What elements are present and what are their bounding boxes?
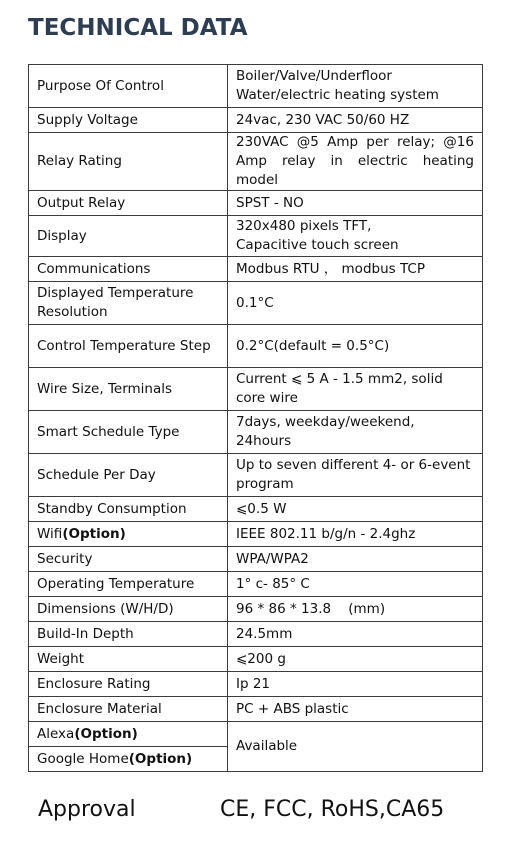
spec-key: Display — [29, 216, 228, 257]
spec-value: 7days, weekday/weekend, 24hours — [228, 411, 483, 454]
spec-value: 24vac, 230 VAC 50/60 HZ — [228, 108, 483, 133]
spec-value: 0.1°C — [228, 282, 483, 325]
spec-key: Enclosure Material — [29, 697, 228, 722]
spec-value: PC + ABS plastic — [228, 697, 483, 722]
spec-value: 96 * 86 * 13.8 (mm) — [228, 597, 483, 622]
spec-key: Weight — [29, 647, 228, 672]
spec-value: SPST - NO — [228, 191, 483, 216]
spec-key: Enclosure Rating — [29, 672, 228, 697]
spec-key: Purpose Of Control — [29, 65, 228, 108]
table-row — [29, 282, 483, 325]
spec-key: Smart Schedule Type — [29, 411, 228, 454]
table-row — [29, 325, 483, 368]
spec-value: Ip 21 — [228, 672, 483, 697]
spec-value: Current ⩽ 5 A - 1.5 mm2, solid core wire — [228, 368, 483, 411]
spec-value-line: Boiler/Valve/Underfloor — [236, 68, 392, 84]
table-row — [29, 622, 483, 647]
spec-key: Schedule Per Day — [29, 454, 228, 497]
spec-key: Wire Size, Terminals — [29, 368, 228, 411]
table-row — [29, 522, 483, 547]
table-row — [29, 216, 483, 257]
spec-key-text: Alexa — [37, 725, 75, 742]
table-row — [29, 454, 483, 497]
table-row — [29, 547, 483, 572]
table-row — [29, 191, 483, 216]
table-row — [29, 133, 483, 191]
table-row — [29, 722, 483, 747]
spec-key: Supply Voltage — [29, 108, 228, 133]
spec-value: 0.2°C(default = 0.5°C) — [228, 325, 483, 368]
table-row — [29, 647, 483, 672]
spec-value: ⩽0.5 W — [228, 497, 483, 522]
table-row — [29, 368, 483, 411]
spec-key: Security — [29, 547, 228, 572]
spec-value: Modbus RTU ， modbus TCP — [228, 257, 483, 282]
table-row — [29, 108, 483, 133]
spec-value-line: 320x480 pixels TFT, — [236, 218, 372, 234]
spec-value: 1° c- 85° C — [228, 572, 483, 597]
spec-key: Standby Consumption — [29, 497, 228, 522]
spec-value: Up to seven different 4- or 6-event program — [228, 454, 483, 497]
table-row — [29, 65, 483, 108]
spec-key: Relay Rating — [29, 133, 228, 191]
spec-value-line: Water/electric heating system — [236, 87, 439, 103]
approval-value: CE, FCC, RoHS,CA65 — [220, 797, 445, 822]
spec-key: Operating Temperature — [29, 572, 228, 597]
spec-key: Build-In Depth — [29, 622, 228, 647]
table-row — [29, 411, 483, 454]
spec-value — [228, 65, 483, 108]
approval-label: Approval — [38, 797, 136, 822]
spec-value: 230VAC @5 Amp per relay; @16 Amp relay in electric heating model — [228, 133, 483, 191]
spec-key: Dimensions (W/H/D) — [29, 597, 228, 622]
table-row — [29, 672, 483, 697]
table-row — [29, 497, 483, 522]
spec-key: Communications — [29, 257, 228, 282]
spec-key — [29, 722, 228, 747]
table-row — [29, 697, 483, 722]
page-title: TECHNICAL DATA — [28, 15, 248, 41]
spec-key — [29, 747, 228, 772]
table-row — [29, 597, 483, 622]
option-tag: (Option) — [62, 525, 126, 542]
table-row — [29, 572, 483, 597]
spec-table — [28, 64, 483, 772]
spec-value-line: Capacitive touch screen — [236, 237, 399, 253]
option-tag: (Option) — [128, 750, 193, 767]
option-tag: (Option) — [74, 725, 138, 742]
spec-key-text: Google Home — [37, 750, 129, 767]
spec-key: Output Relay — [29, 191, 228, 216]
table-row — [29, 257, 483, 282]
spec-value: 24.5mm — [228, 622, 483, 647]
spec-value: WPA/WPA2 — [228, 547, 483, 572]
spec-key: Control Temperature Step — [29, 325, 228, 368]
spec-key-text: Wifi — [37, 525, 63, 542]
spec-value: IEEE 802.11 b/g/n - 2.4ghz — [228, 522, 483, 547]
spec-key — [29, 522, 228, 547]
spec-key: Displayed Temperature Resolution — [29, 282, 228, 325]
spec-value — [228, 216, 483, 257]
spec-value-shared: Available — [228, 722, 483, 772]
spec-value: ⩽200 g — [228, 647, 483, 672]
